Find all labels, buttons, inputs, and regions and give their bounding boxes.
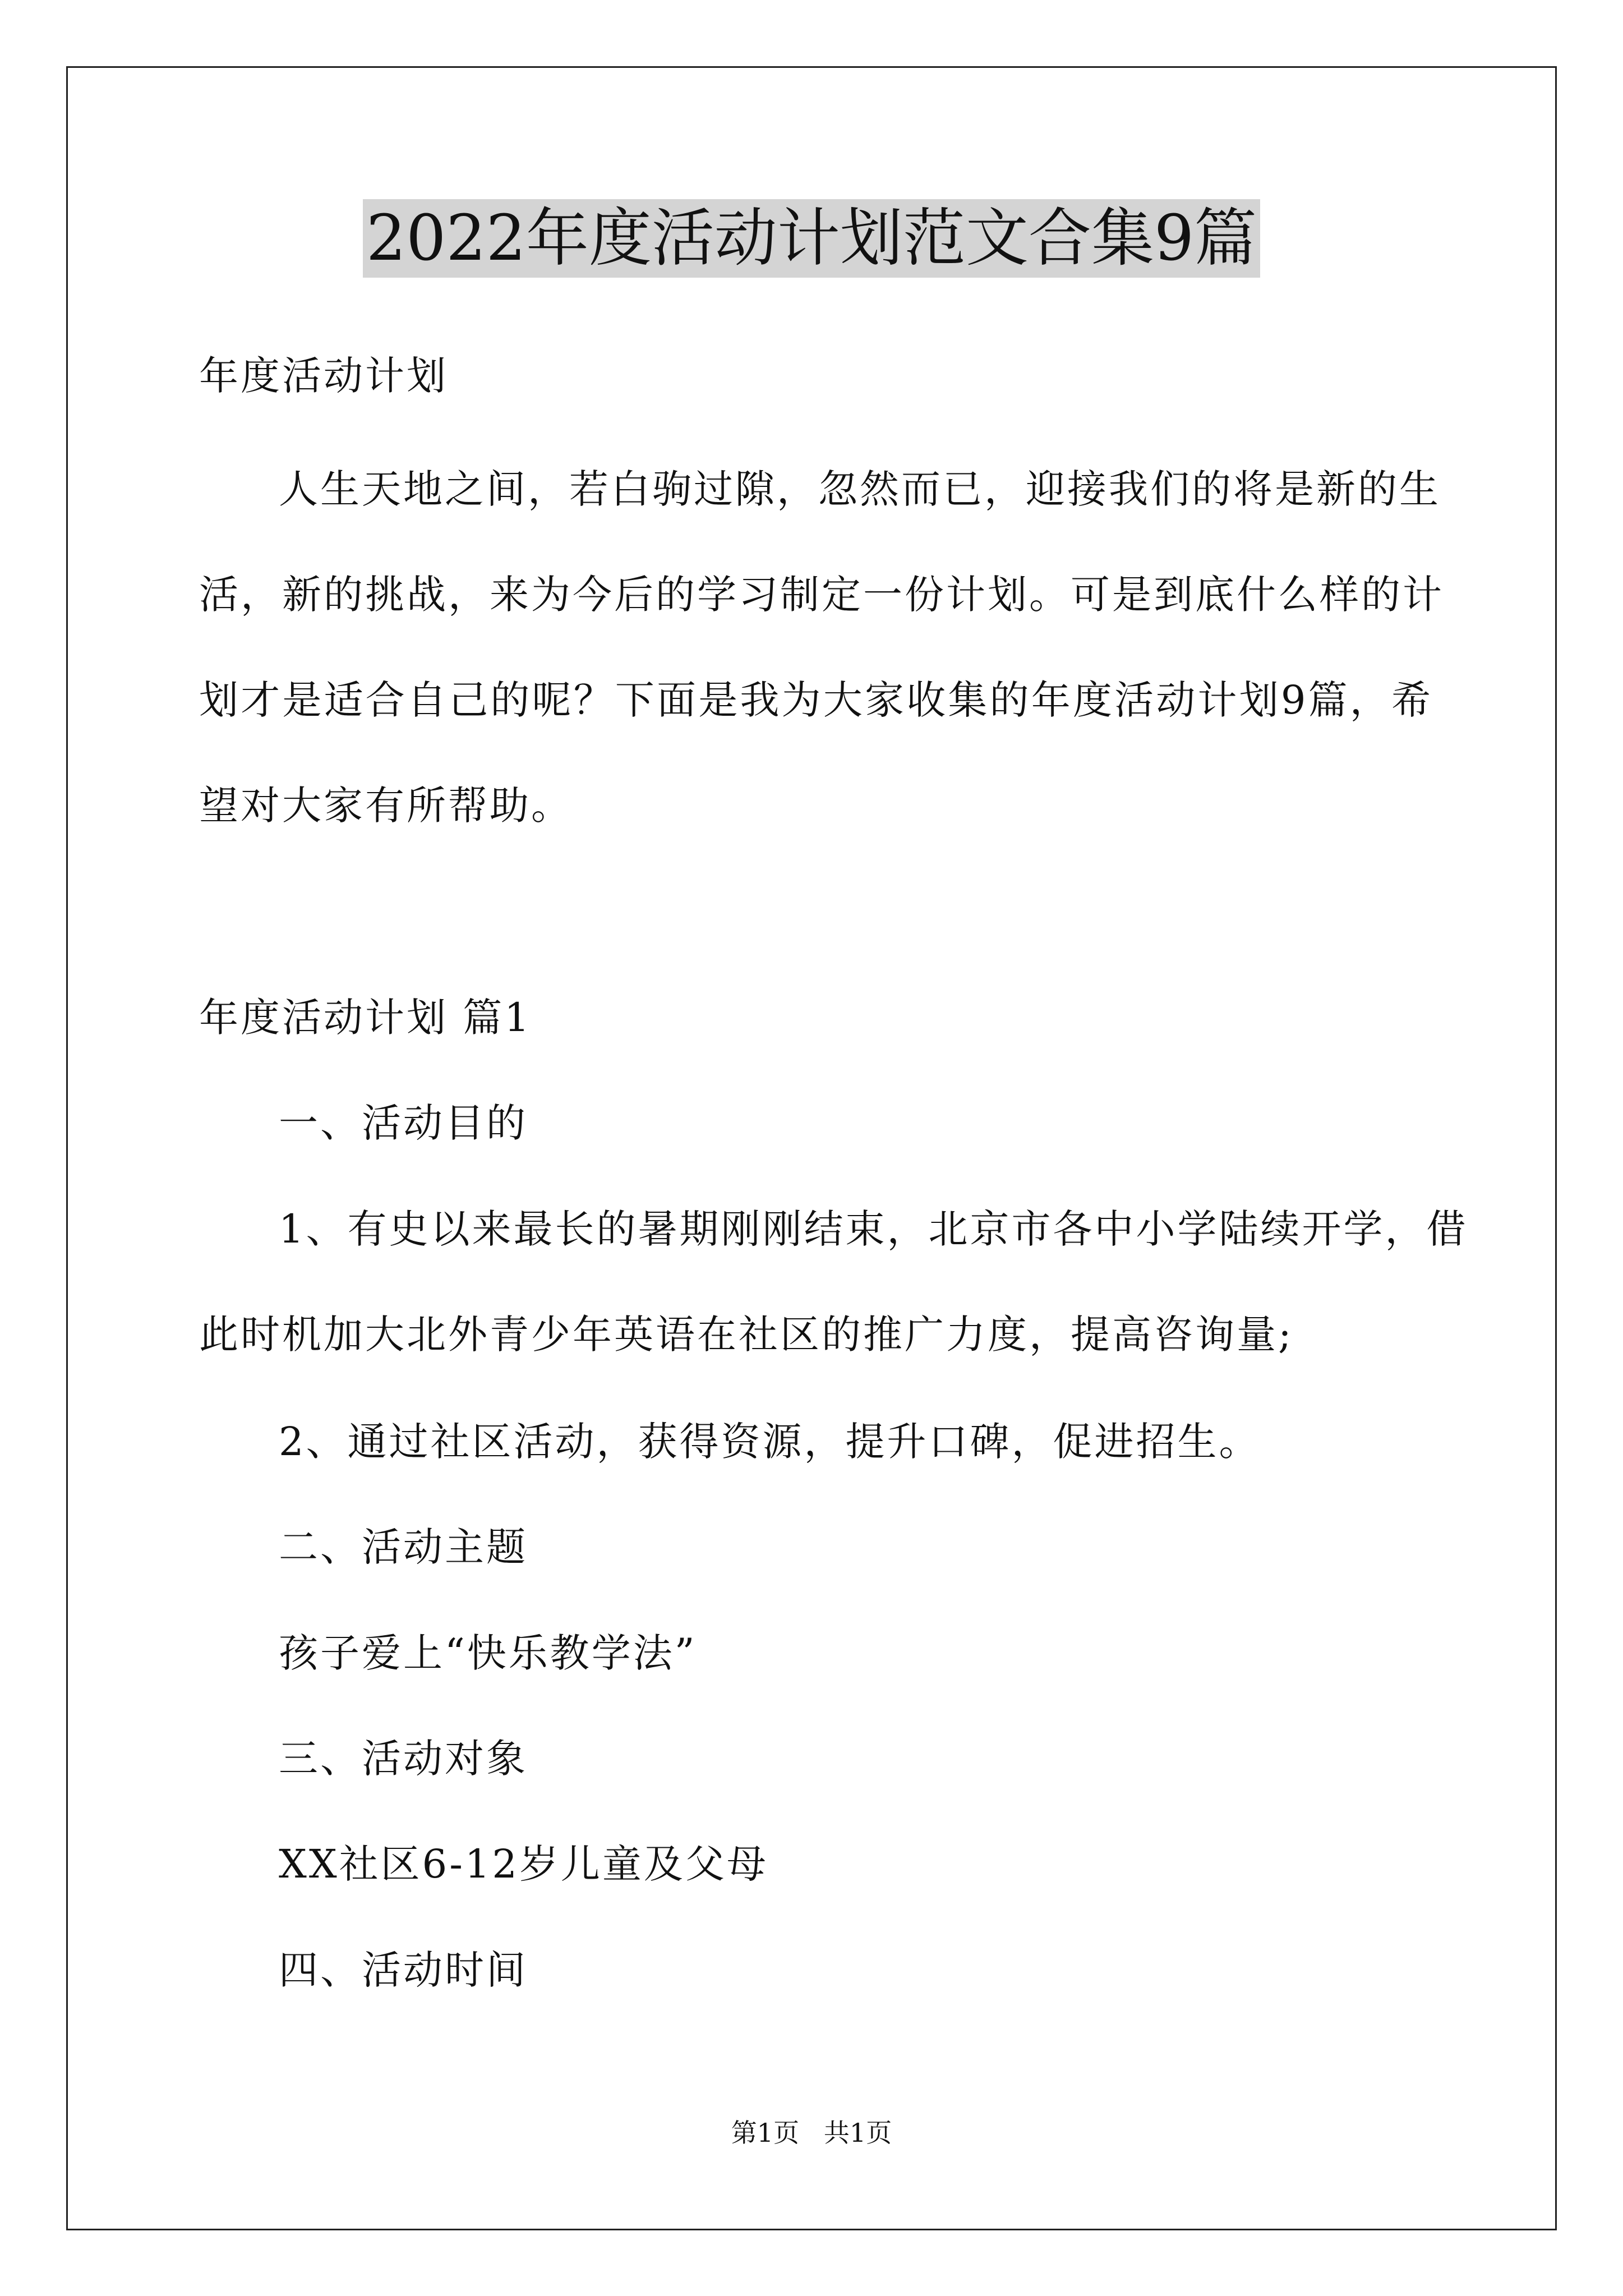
target-heading: 三、活动对象 [279,1736,528,1782]
purpose-item-1 [199,1176,1468,1387]
intro-line-3: 划才是适合自己的呢？下面是我为大家收集的年度活动计划9篇，希 [199,677,1433,723]
intro-paragraph [199,436,1444,858]
target-text: XX社区6-12岁儿童及父母 [279,1841,768,1887]
purpose-item-2: 2、通过社区活动，获得资源，提升口碑，促进招生。 [279,1419,1261,1465]
theme-heading: 二、活动主题 [279,1524,528,1570]
purpose-item-1-line-2: 此时机加大北外青少年英语在社区的推广力度，提高咨询量; [199,1312,1294,1358]
section-label: 年度活动计划 [199,353,448,399]
intro-line-1: 人生天地之间，若白驹过隙，忽然而已，迎接我们的将是新的生 [279,466,1441,512]
intro-line-2: 活，新的挑战，来为今后的学习制定一份计划。可是到底什么样的计 [199,572,1444,618]
purpose-heading: 一、活动目的 [279,1100,528,1146]
theme-text: 孩子爱上“快乐教学法” [279,1630,697,1676]
purpose-item-1-line-1: 1、有史以来最长的暑期刚刚结束，北京市各中小学陆续开学，借 [279,1206,1468,1252]
title-container [0,199,1623,278]
time-heading: 四、活动时间 [279,1947,528,1993]
intro-line-4: 望对大家有所帮助。 [199,783,573,829]
chapter-heading: 年度活动计划 篇1 [199,995,532,1041]
page-footer: 第1页 共1页 [731,2118,892,2148]
document-title: 2022年度活动计划范文合集9篇 [363,199,1260,278]
